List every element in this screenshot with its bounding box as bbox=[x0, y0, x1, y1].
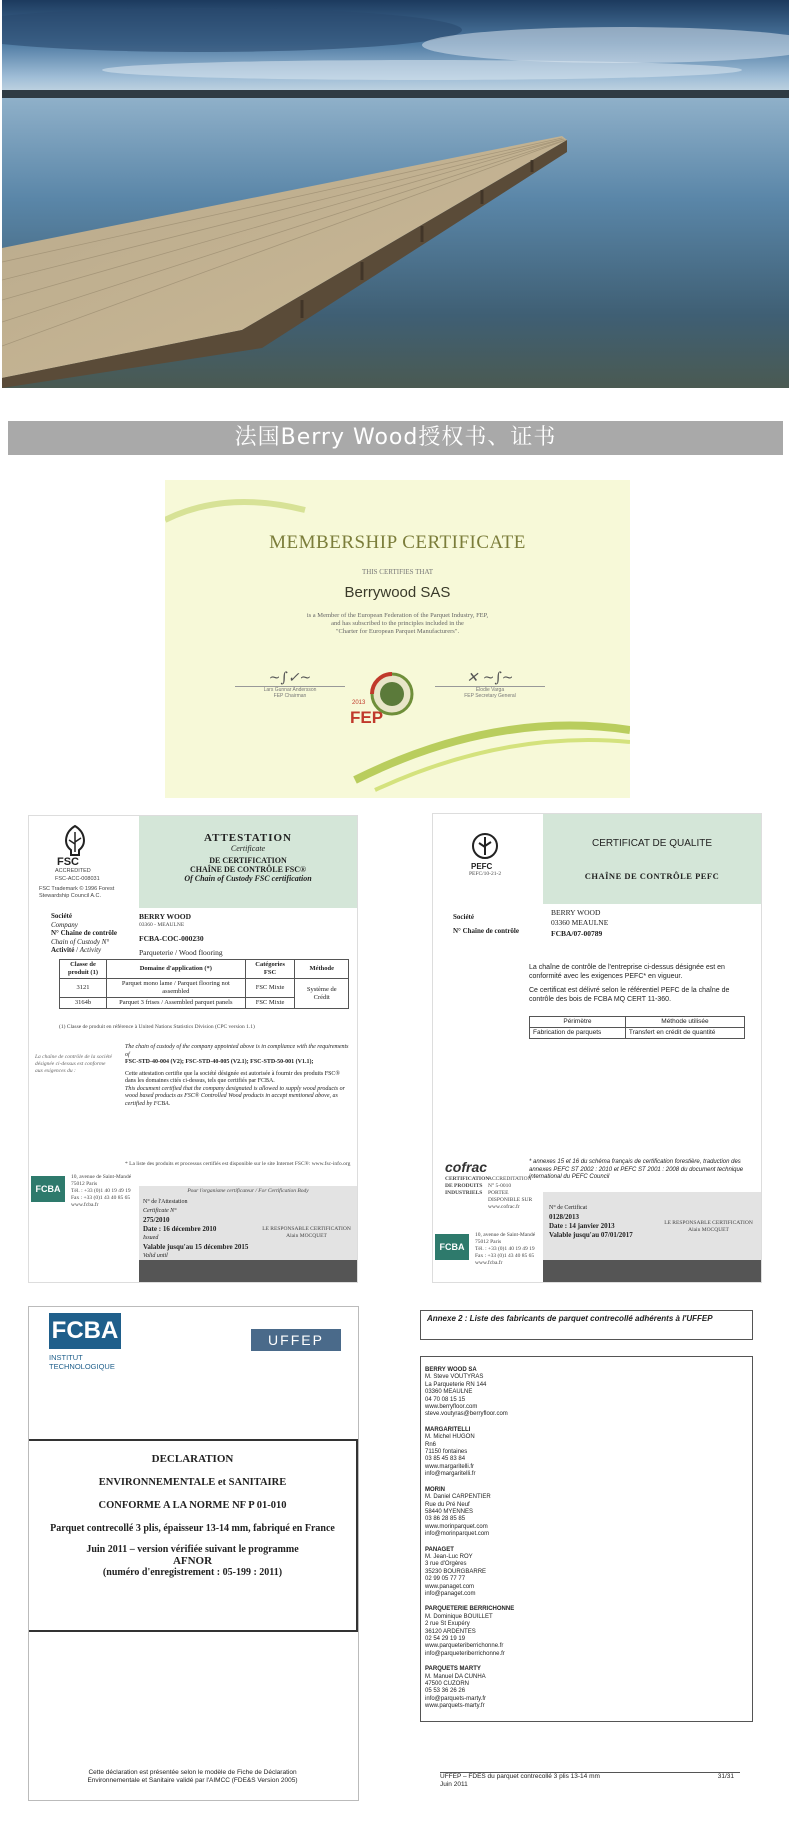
pefc-cert-block: N° de Certificat 0128/2013 Date : 14 janvier 2013 Valable jusqu'au 07/01/2017 bbox=[549, 1205, 633, 1239]
manufacturer-list bbox=[420, 1356, 753, 1722]
fsc-subtitle: Certificate bbox=[230, 844, 266, 853]
fsc-left-column bbox=[29, 816, 139, 1282]
table-row: Fabrication de parquets Transfert en crédit de quantité bbox=[530, 1028, 745, 1039]
pefc-scope-table: Périmètre Méthode utilisée Fabrication de parquets Transfert en crédit de quantité bbox=[529, 1016, 745, 1039]
pefc-footer-band bbox=[543, 1192, 761, 1282]
table-row: 3121 Parquet mono lame / Parquet flooring not assembled FSC Mixte Système de Crédit bbox=[60, 979, 349, 998]
table-row: 3164b Parquet 3 frises / Assembled parquet panels FSC Mixte bbox=[60, 998, 349, 1009]
pefc-logo-text: PEFC bbox=[471, 862, 493, 871]
list-item: MORIN M. Daniel CARPENTIER Rue du Pré Neuf 58440 MYENNES 03 86 28 85 85 www.morinparquet.com info@morinparquet.com bbox=[425, 1486, 491, 1538]
list-item: PANAGET M. Jean-Luc ROY 3 rue d'Orgères 35230 BOURGBARRE 02 99 05 77 77 www.panaget.com info@panaget.com bbox=[425, 1546, 487, 1597]
fep-logo-text: FEP bbox=[350, 708, 384, 727]
pefc-left-column bbox=[433, 814, 543, 1282]
fcba-address: 10, avenue de Saint-Mandé 75012 Paris Tél. : +33 (0)1 40 19 49 19 Fax : +33 (0)1 43 40 85 65 www.fcba.fr bbox=[71, 1174, 132, 1208]
membership-certificate bbox=[165, 480, 630, 798]
company-name: Berrywood SAS bbox=[344, 584, 451, 601]
pefc-certificate bbox=[432, 813, 762, 1283]
annex2-title: Annexe 2 : Liste des fabricants de parquet contrecollé adhérents à l'UFFEP bbox=[420, 1310, 753, 1340]
list-item: MARGARITELLI M. Michel HUGON Rn6 71150 fontaines 03 85 45 83 84 www.margaritelli.fr info@margaritelli.fr bbox=[425, 1426, 476, 1478]
fcba-logo: FCBA bbox=[49, 1313, 121, 1349]
fdes-document bbox=[28, 1306, 359, 1801]
fep-year: 2013 bbox=[352, 700, 366, 706]
pefc-body: La chaîne de contrôle de l'entreprise ci-dessus désignée est en conformité avec les exigences PEFC* en vigueur. Ce certificat est délivré selon le référentiel PEFC de la chaîne de contrôle des bois de FCBA MQ CERT 11-360. bbox=[529, 964, 730, 1003]
fcba-address: 10, avenue de Saint-Mandé 75012 Paris Tél. : +33 (0)1 40 19 49 19 Fax : +33 (0)1 43 40 85 65 www.fcba.fr bbox=[475, 1232, 536, 1266]
pefc-logo-sub: PEFC/10-21-2 bbox=[469, 871, 502, 877]
pefc-title: CERTIFICAT DE QUALITE bbox=[591, 838, 713, 849]
pefc-tree-logo-icon bbox=[471, 832, 499, 860]
fsc-line1: DE CERTIFICATION bbox=[209, 856, 287, 865]
fsc-certificate bbox=[28, 815, 358, 1283]
fep-logo bbox=[350, 670, 420, 730]
annex2-footer: UFFEP – FDES du parquet contrecollé 3 plis 13-14 mm Juin 2011 31/31 bbox=[440, 1772, 740, 1789]
page-number: 31/31 bbox=[717, 1773, 734, 1780]
fsc-line2: CHAÎNE DE CONTRÔLE FSC® bbox=[190, 865, 306, 874]
pefc-dark-strip bbox=[543, 1260, 761, 1282]
banner-title: 法国Berry Wood授权书、证书 bbox=[234, 425, 557, 450]
signature-right: ✕ ~∫~ Elodie Varga FEP Secretary General bbox=[435, 670, 545, 699]
pier-lake-illustration bbox=[2, 0, 789, 388]
membership-body: is a Member of the European Federation of the Parquet Industry, FEP, and has subscribed to the principles included in the "Charter for European Parquet Manufacturers". bbox=[306, 612, 489, 635]
fsc-accredited: ACCREDITED bbox=[55, 868, 91, 874]
fsc-logo-text: FSC bbox=[57, 856, 79, 868]
pefc-field-values: BERRY WOOD 03360 MEAULNE FCBA/07-00789 bbox=[551, 908, 609, 938]
fsc-tree-logo-icon bbox=[57, 824, 93, 856]
pefc-header-band bbox=[543, 814, 761, 904]
certificate-swoosh-decoration bbox=[165, 480, 630, 798]
list-item: BERRY WOOD SA M. Steve VOUTYRAS La Parqueterie RN 144 03360 MEAULNE 04 70 08 15 15 www.berryfloor.com steve.voutyras@berryfloor.com bbox=[425, 1367, 508, 1418]
fsc-dark-strip bbox=[139, 1260, 357, 1282]
fcba-logo: FCBA bbox=[435, 1234, 469, 1260]
fsc-header-band bbox=[139, 816, 357, 908]
pefc-stamp: LE RESPONSABLE CERTIFICATION Alain MOCQUET bbox=[664, 1220, 753, 1233]
signature-left: ~∫✓~ Lars Gunnar Andersson FEP Chairman bbox=[235, 670, 345, 699]
hero-photo-pier-lake bbox=[2, 0, 789, 388]
fsc-field-labels: Société Company N° Chaîne de contrôle Chain of Custody N° Activité / Activity bbox=[51, 912, 117, 954]
list-item: PARQUETERIE BERRICHONNE M. Dominique BOUILLET 2 rue St Exupéry 36120 ARDENTES 02 54 29 19 19 www.parqueteriberrichonne.fr info@parqueteriberrichonne.fr bbox=[425, 1606, 515, 1657]
pefc-field-labels: Société N° Chaîne de contrôle bbox=[453, 913, 519, 935]
uffep-logo: UFFEP bbox=[251, 1329, 341, 1351]
fsc-title: ATTESTATION bbox=[203, 832, 293, 844]
fsc-body: The chain of custody of the company appointed above is in compliance with the requirements of FSC-STD-40-004 (V2); FSC-STD-40-005 (V2.1); FSC-STD-50-001 (V1.1); Cette attestation certifie que la société désignée est autorisée à fournir des produits FSC® dans les domaines cités ci-dessus, tels que certifiés par FCBA. This document certified that the company designated is allowed to supply wood products or wood based products as FSC® Controlled Wood products in accept mentioned above, as certified by FCBA. bbox=[125, 1044, 349, 1107]
cofrac-sub: CERTIFICATION DE PRODUITS INDUSTRIELS bbox=[445, 1176, 490, 1196]
list-item: PARQUETS MARTY M. Manuel DA CUNHA 47500 CUZORN 05 53 36 26 26 info@parquets-marty.fr www.parquets-marty.fr bbox=[425, 1666, 486, 1710]
certifies-text: THIS CERTIFIES THAT bbox=[361, 568, 433, 576]
annex2-document bbox=[420, 1306, 753, 1799]
fsc-acc-code: FSC-ACC-008031 bbox=[55, 876, 100, 882]
cofrac-logo: cofrac bbox=[445, 1159, 488, 1175]
signature-right-scribble: ✕ ~∫~ bbox=[466, 670, 514, 686]
fsc-side-note: La chaîne de contrôle de la société désignée ci-dessus est conforme aux exigences du : bbox=[35, 1054, 112, 1074]
fdes-title-box: DECLARATION ENVIRONNEMENTALE et SANITAIRE CONFORME A LA NORME NF P 01-010 Parquet contrecollé 3 plis, épaisseur 13-14 mm, fabriqué en France Juin 2011 – version vérifiée suivant le programme AFNOR (numéro d'enregistrement : 05-199 : 2011) bbox=[29, 1439, 359, 1632]
fsc-footer-band: Pour l'organisme certificateur / For Certification Body N° de l'Attestation Certificate N° 275/2010 Date : 16 décembre 2010 Issued Valable jusqu'au 15 décembre 2015 Valid until LE RESPONSABLE CERTIFICATION Alain MOCQUET bbox=[139, 1186, 357, 1282]
fsc-product-table: Classe de produit (1) Domaine d'application (*) Catégories FSC Méthode 3121 Parquet mono lame / Parquet flooring not assembled FSC Mixte Système de Crédit 3164b Parquet 3 frises / Assembled parquet panels FSC Mixte bbox=[59, 959, 349, 1009]
pefc-annex-note: * annexes 15 et 16 du schéma français de certification forestière, traduction des annexes PEFC ST 2002 : 2010 et PEFC ST 2001 : 2008 du document technique international du PEFC Council bbox=[529, 1159, 744, 1180]
membership-title: MEMBERSHIP CERTIFICATE bbox=[269, 532, 526, 553]
fsc-stamp: LE RESPONSABLE CERTIFICATION Alain MOCQUET bbox=[262, 1226, 351, 1239]
fsc-field-values: BERRY WOOD 03360 - MEAULNE FCBA-COC-000230 Parqueterie / Wood flooring bbox=[139, 912, 223, 957]
fcba-institut: INSTITUT TECHNOLOGIQUE bbox=[49, 1353, 115, 1371]
fsc-attestation-block: N° de l'Attestation Certificate N° 275/2010 Date : 16 décembre 2010 Issued Valable jusqu'au 15 décembre 2015 Valid until bbox=[143, 1199, 249, 1259]
fdes-footer: Cette déclaration est présentée selon le modèle de Fiche de Déclaration Environnementale et Sanitaire validé par l'AIMCC (FDE&S Version 2005) bbox=[87, 1769, 298, 1784]
pefc-subtitle: CHAÎNE DE CONTRÔLE PEFC bbox=[584, 871, 720, 881]
section-banner bbox=[8, 421, 783, 455]
fsc-trademark: FSC Trademark © 1996 Forest Stewardship Council A.C. bbox=[39, 886, 115, 899]
fsc-website-note: * La liste des produits et processus certifiés est disponible sur le site Internet FSC®: www.fsc-info.org bbox=[125, 1161, 351, 1167]
fsc-line3: Of Chain of Custody FSC certification bbox=[184, 874, 312, 883]
cofrac-accreditation: ACCREDITATION N° 5-0010 PORTEE DISPONIBLE SUR www.cofrac.fr bbox=[488, 1176, 533, 1210]
fcba-logo: FCBA bbox=[31, 1176, 65, 1202]
signature-left-scribble: ~∫✓~ bbox=[268, 670, 312, 686]
fsc-footnote: (1) Classe de produit en référence à United Nations Statistics Division (CPC version 1.1) bbox=[59, 1024, 255, 1030]
